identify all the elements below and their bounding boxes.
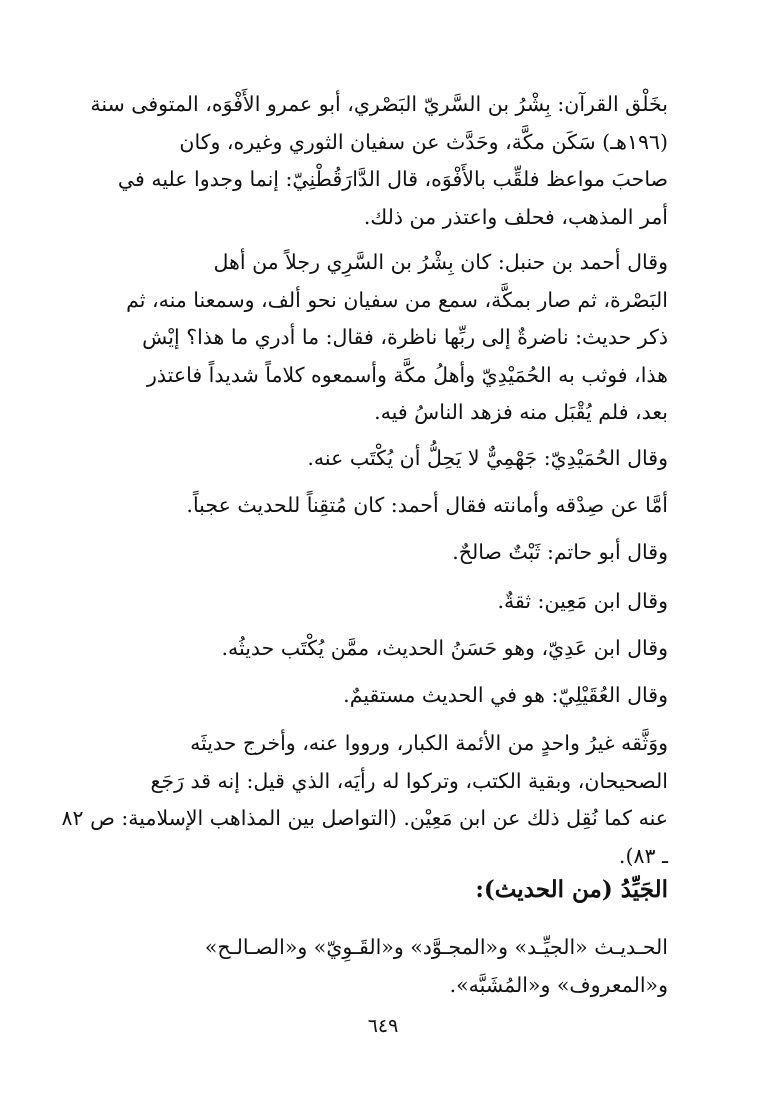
text-line: وقال أبو حاتم: ثَبْتٌ صالحٌ. [452,540,668,564]
text-line: ووَثَّقه غيرُ واحدٍ من الأئمة الكبار، ورووا عنه، وأخرج حديثَه [190,731,668,755]
text-line: بعد، فلم يُقْبَل منه فزهد الناسُ فيه. [374,400,668,424]
paragraph-4 [72,487,668,525]
paragraph-3 [72,440,668,478]
text-line: صاحبَ مواعظ فلقِّب بالأَفْوَه، قال الدَّارَقُطْنِيّ: إنما وجدوا عليه في [117,167,668,191]
text-line: وقال الحُمَيْدِيّ: جَهْمِيٌّ لا يَحِلُّ أن يُكْتَب عنه. [307,446,668,470]
paragraph-5 [72,534,668,572]
text-line: و«المعروف» و«المُشَبَّه». [449,972,668,997]
section-heading: الجَيِّدُ (من الحديث): [475,876,668,903]
text-line: وقال ابن عَدِيّ، وهو حَسَنُ الحديث، ممَّن يُكْتَب حديثُه. [221,636,668,660]
text-line: وقال ابن مَعِين: ثقةٌ. [497,589,668,613]
text-line: أمر المذهب، فحلف واعتذر من ذلك. [363,204,668,229]
paragraph-1 [72,86,668,236]
text-line: الحـديـث «الجيِّـد» و«المجـوَّد» و«القَـوِيّ» و«الصـالـح» [204,935,668,959]
text-line: ذكر حديث: ناضرةٌ إلى ربِّها ناظرة، فقال: ما أدري ما هذا؟ إيْش [142,325,668,349]
paragraph-10 [72,929,668,1004]
text-line: وقال أحمد بن حنبل: كان بِشْرُ بن السَّرِي رجلاً من أهل [213,250,668,274]
page-number: ٦٤٩ [367,1015,399,1037]
text-line: البَصْرة، ثم صار بمكَّة، سمع من سفيان نحو ألف، وسمعنا منه، ثم [126,287,668,312]
text-line: عنه كما نُقِل ذلك عن ابن مَعِيْن. (التواصل بين المذاهب الإسلامية: ص ٨٢ [61,806,668,830]
paragraph-6 [72,583,668,621]
text-line: أمَّا عن صِدْقه وأمانته فقال أحمد: كان مُتقِناً للحديث عجباً. [186,493,668,517]
text-line: الصحيحان، وبقية الكتب، وتركوا له رأيَه، الذي قيل: إنه قد رَجَع [150,768,668,793]
text-line: ـ ٨٣). [618,843,668,868]
paragraph-2 [72,244,668,432]
text-line: بخَلْق القرآن: بِشْرُ بن السَّريّ البَصْري، أبو عمرو الأَفْوَه، المتوفى سنة [90,92,668,116]
text-line: وقال العُقَيْلِيّ: هو في الحديث مستقيمٌ. [343,683,668,707]
paragraph-8 [72,677,668,715]
text-line: هذا، فوثب به الحُمَيْدِيّ وأهلُ مكَّة وأسمعوه كلاماً شديداً فاعتذر [147,362,668,387]
paragraph-9 [61,725,668,875]
paragraph-7 [72,630,668,668]
text-line: (١٩٦هـ) سَكَن مكَّة، وحَدَّث عن سفيان الثوري وغيره، وكان [179,129,668,154]
